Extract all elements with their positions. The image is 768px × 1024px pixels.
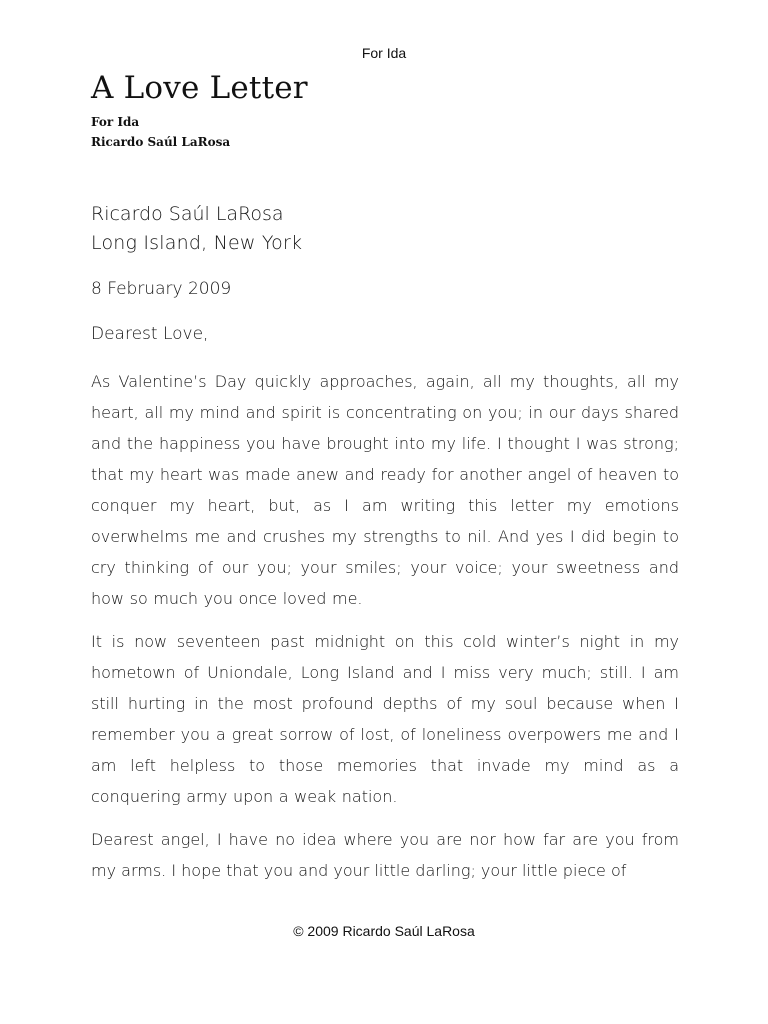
letter-location: Long Island, New York <box>91 232 303 254</box>
letter-author-name: Ricardo Saúl LaRosa <box>91 203 284 225</box>
dedication: For Ida <box>91 115 140 129</box>
letter-date: 8 February 2009 <box>91 279 232 299</box>
title-author: Ricardo Saúl LaRosa <box>91 135 231 149</box>
letter-paragraph: It is now seventeen past midnight on this cold winter’s night in my hometown of Uniondale, Long Island and I miss very much; still. I am still hurting in the most profound depths of my soul because when I remember you a great sorrow of lost, of loneliness overpowers me and I am left helpless to those memories that invade my mind as a conquering army upon a weak nation. <box>91 632 679 806</box>
letter-salutation: Dearest Love, <box>91 324 209 344</box>
letter-paragraph: As Valentine’s Day quickly approaches, again, all my thoughts, all my heart, all my mind and spirit is concentrating on you; in our days shared and the happiness you have brought into my life. I thought I was strong; that my heart was made anew and ready for another angel of heaven to conquer my heart, but, as I am writing this letter my emotions overwhelms me and crushes my strengths to nil. And yes I did begin to cry thinking of our you; your smiles; your voice; your sweetness and how so much you once loved me. <box>91 372 679 608</box>
running-header: For Ida <box>361 45 407 61</box>
copyright-footer: © 2009 Ricardo Saúl LaRosa <box>293 923 475 939</box>
letter-paragraph: Dearest angel, I have no idea where you are nor how far are you from my arms. I hope that you and your little darling; your little piece of <box>91 830 679 880</box>
document-title: A Love Letter <box>91 70 308 106</box>
letter-body <box>91 200 679 886</box>
